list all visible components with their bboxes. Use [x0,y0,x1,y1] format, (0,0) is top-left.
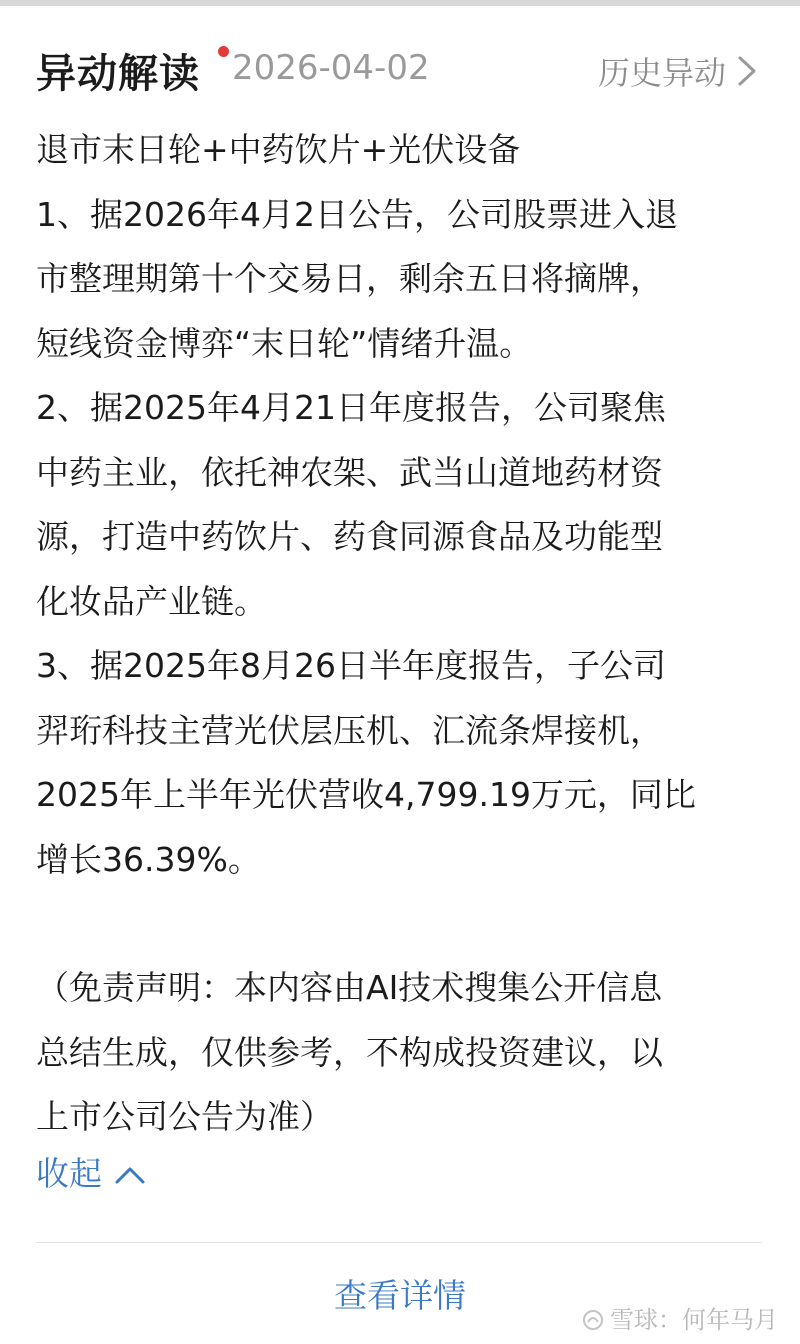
point-2-line: 化妆品产业链。 [36,581,267,621]
chevron-right-icon[interactable] [734,54,760,88]
point-2-line: 2、据2025年4月21日年度报告，公司聚焦 [36,388,666,427]
chevron-up-icon [114,1164,146,1186]
point-3 [36,634,766,892]
point-3-line: 羿珩科技主营光伏层压机、汇流条焊接机， [36,710,663,750]
point-1-line: 1、据2026年4月2日公告，公司股票进入退 [36,194,678,234]
disclaimer-line: 总结生成，仅供参考，不构成投资建议，以 [36,1032,663,1072]
collapse-label: 收起 [36,1154,102,1193]
disclaimer [36,956,766,1150]
point-2-line: 中药主业，依托神农架、武当山道地药材资 [36,452,663,492]
history-moves-link[interactable]: 历史异动 [597,54,726,92]
point-1 [36,183,766,377]
card-title: 异动解读 [36,51,200,97]
point-2-line: 源，打造中药饮片、药食同源食品及功能型 [36,517,663,556]
watermark-text: 雪球：何年马月 [610,1306,778,1334]
card-date: 2026-04-02 [232,48,430,88]
point-1-line: 短线资金博弈“末日轮”情绪升温。 [36,323,533,363]
point-3-line: 2025年上半年光伏营收4,799.19万元，同比 [36,775,696,814]
view-details-button[interactable]: 查看详情 [334,1276,466,1315]
spacer [36,892,766,956]
disclaimer-line: 上市公司公告为准） [36,1097,333,1136]
point-2 [36,376,766,634]
summary-text: 退市末日轮+中药饮片+光伏设备 [36,130,521,169]
point-1-line: 市整理期第十个交易日，剩余五日将摘牌， [36,259,663,298]
card-header [36,40,760,100]
top-edge [0,0,800,6]
card-content [36,118,766,1150]
collapse-button[interactable] [36,1148,102,1202]
watermark [582,1300,778,1335]
red-dot-icon [218,46,229,57]
snowball-logo-icon [582,1309,604,1331]
disclaimer-line: （免责声明：本内容由AI技术搜集公开信息 [36,968,663,1007]
point-3-line: 增长36.39%。 [36,839,261,879]
point-3-line: 3、据2025年8月26日半年度报告，子公司 [36,646,666,685]
divider [36,1242,762,1243]
